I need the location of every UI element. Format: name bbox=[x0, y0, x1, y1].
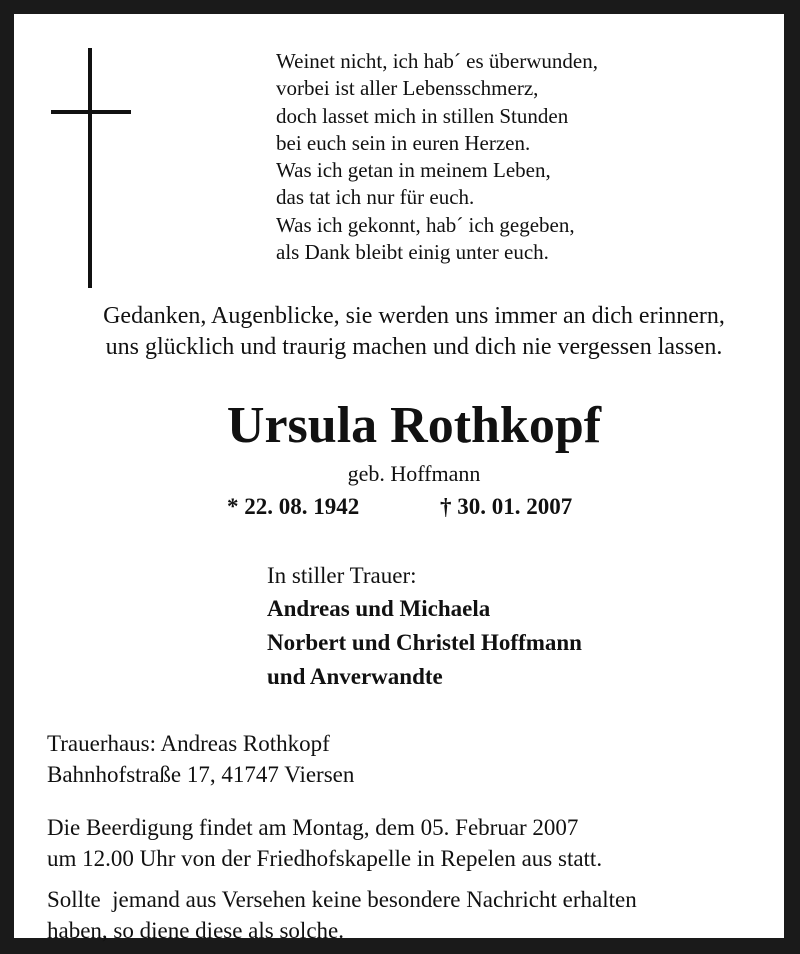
address-line: Trauerhaus: Andreas Rothkopf bbox=[47, 731, 330, 756]
mourners-list bbox=[267, 592, 582, 694]
funeral-line: um 12.00 Uhr von der Friedhofskapelle in Repelen aus statt. bbox=[47, 846, 603, 871]
memorial-line: Gedanken, Augenblicke, sie werden uns immer an dich erinnern, bbox=[103, 303, 725, 329]
mourner-name: und Anverwandte bbox=[267, 664, 443, 689]
notice-text bbox=[47, 884, 637, 946]
mourning-intro: In stiller Trauer: bbox=[267, 563, 417, 588]
mourner-name: Norbert und Christel Hoffmann bbox=[267, 630, 582, 655]
funeral-line: Die Beerdigung findet am Montag, dem 05. Februar 2007 bbox=[47, 815, 579, 840]
address-line: Bahnhofstraße 17, 41747 Viersen bbox=[47, 762, 355, 787]
poem-line: doch lasset mich in stillen Stunden bbox=[276, 103, 569, 128]
cross-horizontal-bar bbox=[51, 110, 131, 114]
mourner-name: Andreas und Michaela bbox=[267, 596, 491, 621]
poem-line: vorbei ist aller Lebensschmerz, bbox=[276, 76, 539, 101]
death-date: † 30. 01. 2007 bbox=[440, 494, 573, 519]
memorial-line: uns glücklich und traurig machen und dich nie vergessen lassen. bbox=[105, 334, 723, 360]
poem-line: als Dank bleibt einig unter euch. bbox=[276, 240, 549, 265]
funeral-details bbox=[47, 812, 602, 874]
poem-line: Was ich getan in meinem Leben, bbox=[276, 158, 551, 183]
poem-line: das tat ich nur für euch. bbox=[276, 185, 475, 210]
notice-line: Sollte jemand aus Versehen keine besondere Nachricht erhalten bbox=[47, 887, 637, 912]
poem-line: Was ich gekonnt, hab´ ich gegeben, bbox=[276, 212, 575, 237]
birth-name: geb. Hoffmann bbox=[347, 461, 481, 486]
memorial-text bbox=[14, 301, 800, 363]
birth-date: * 22. 08. 1942 bbox=[227, 494, 360, 519]
deceased-name: Ursula Rothkopf bbox=[226, 397, 602, 454]
poem-line: bei euch sein in euren Herzen. bbox=[276, 130, 531, 155]
poem bbox=[276, 48, 598, 266]
notice-line: haben, so diene diese als solche. bbox=[47, 918, 344, 943]
cross-vertical-bar bbox=[88, 48, 92, 288]
poem-line: Weinet nicht, ich hab´ es überwunden, bbox=[276, 49, 598, 73]
mourning-house-address bbox=[47, 728, 354, 790]
